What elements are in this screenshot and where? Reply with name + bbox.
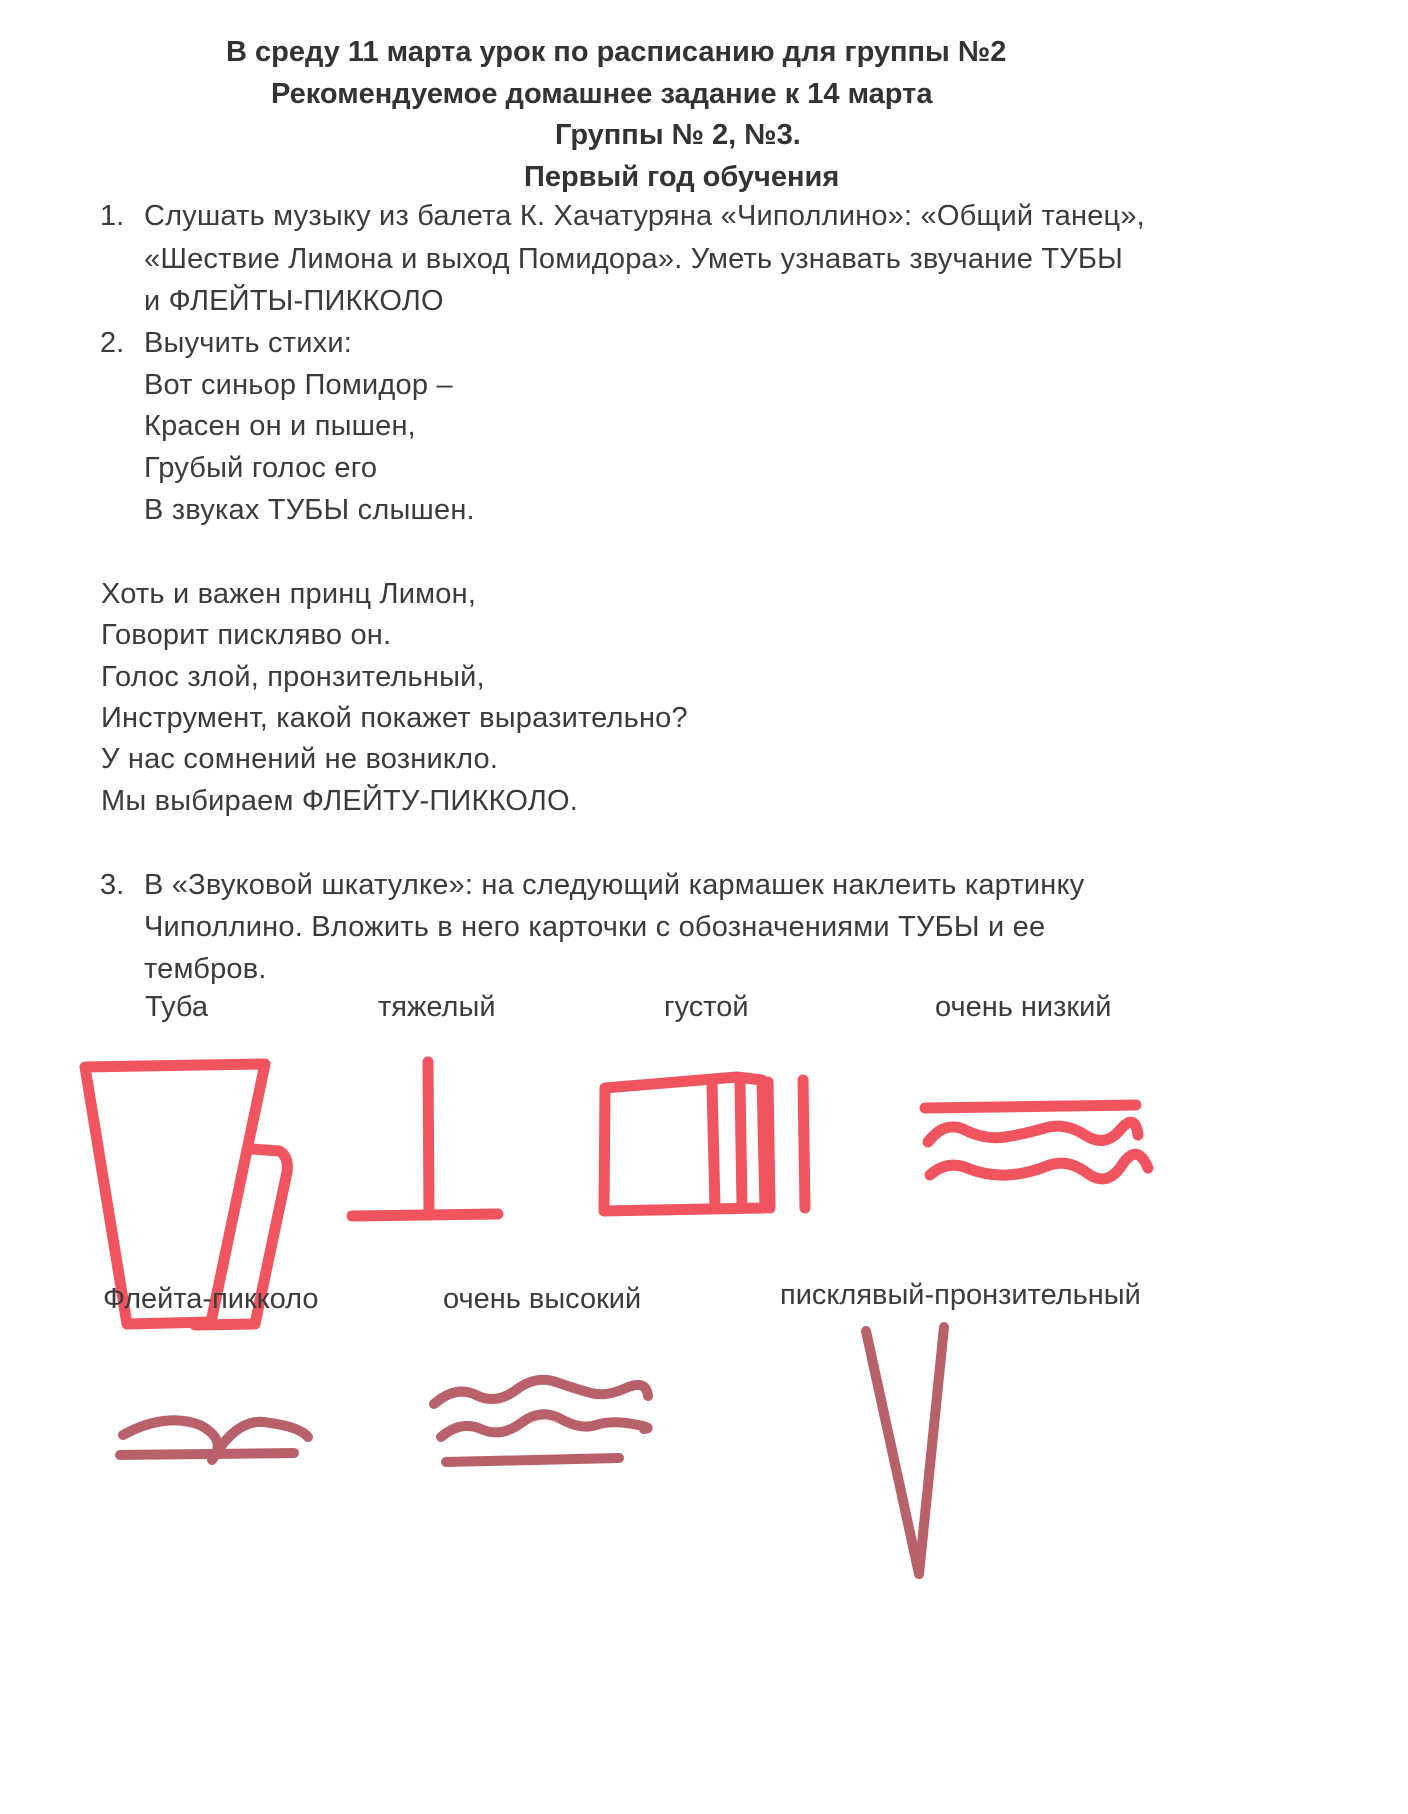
label-squeaky-piercing: писклявый-пронзительный xyxy=(780,1279,1141,1311)
poem-2-line-4: Инструмент, какой покажет выразительно? xyxy=(101,702,688,734)
task-3-number: 3. xyxy=(100,869,125,901)
label-very-high: очень высокий xyxy=(443,1283,642,1315)
label-tuba: Туба xyxy=(145,991,208,1023)
poem-1-line-3: Грубый голос его xyxy=(144,452,378,484)
task-2-number: 2. xyxy=(100,327,125,359)
poem-1-line-1: Вот синьор Помидор – xyxy=(144,369,453,401)
label-thick: густой xyxy=(664,991,749,1023)
task-1-line-3: и ФЛЕЙТЫ-ПИККОЛО xyxy=(144,285,444,317)
task-2-intro: Выучить стихи: xyxy=(144,327,352,359)
header-line-3: Группы № 2, №3. xyxy=(555,119,801,151)
piercing-v-icon xyxy=(866,1327,944,1574)
very-high-waves-icon xyxy=(434,1380,648,1462)
task-1-line-1: Слушать музыку из балета К. Хачатуряна «Чиполлино»: «Общий танец», xyxy=(144,200,1145,232)
header-line-4: Первый год обучения xyxy=(524,161,840,193)
header-line-2: Рекомендуемое домашнее задание к 14 марта xyxy=(271,78,933,110)
poem-1-line-2: Красен он и пышен, xyxy=(144,410,416,442)
poem-2-line-3: Голос злой, пронзительный, xyxy=(101,661,485,693)
label-heavy: тяжелый xyxy=(378,991,496,1023)
header-line-1: В среду 11 марта урок по расписанию для группы №2 xyxy=(226,36,1007,68)
task-3-line-1: В «Звуковой шкатулке»: на следующий кармашек наклеить картинку xyxy=(144,869,1085,901)
task-3-line-2: Чиполлино. Вложить в него карточки с обозначениями ТУБЫ и ее xyxy=(144,911,1046,943)
piccolo-bird-icon xyxy=(120,1420,308,1460)
poem-2-line-5: У нас сомнений не возникло. xyxy=(101,743,499,775)
task-1-number: 1. xyxy=(100,200,125,232)
label-piccolo: Флейта-пикколо xyxy=(103,1283,319,1315)
poem-2-line-6: Мы выбираем ФЛЕЙТУ-ПИККОЛО. xyxy=(101,785,579,817)
poem-1-line-4: В звуках ТУБЫ слышен. xyxy=(144,494,475,526)
task-1-line-2: «Шествие Лимона и выход Помидора». Уметь узнавать звучание ТУБЫ xyxy=(144,243,1123,275)
label-very-low: очень низкий xyxy=(935,991,1112,1023)
task-3-line-3: тембров. xyxy=(144,953,267,985)
poem-2-line-2: Говорит пискляво он. xyxy=(101,619,392,651)
poem-2-line-1: Хоть и важен принц Лимон, xyxy=(101,578,477,610)
